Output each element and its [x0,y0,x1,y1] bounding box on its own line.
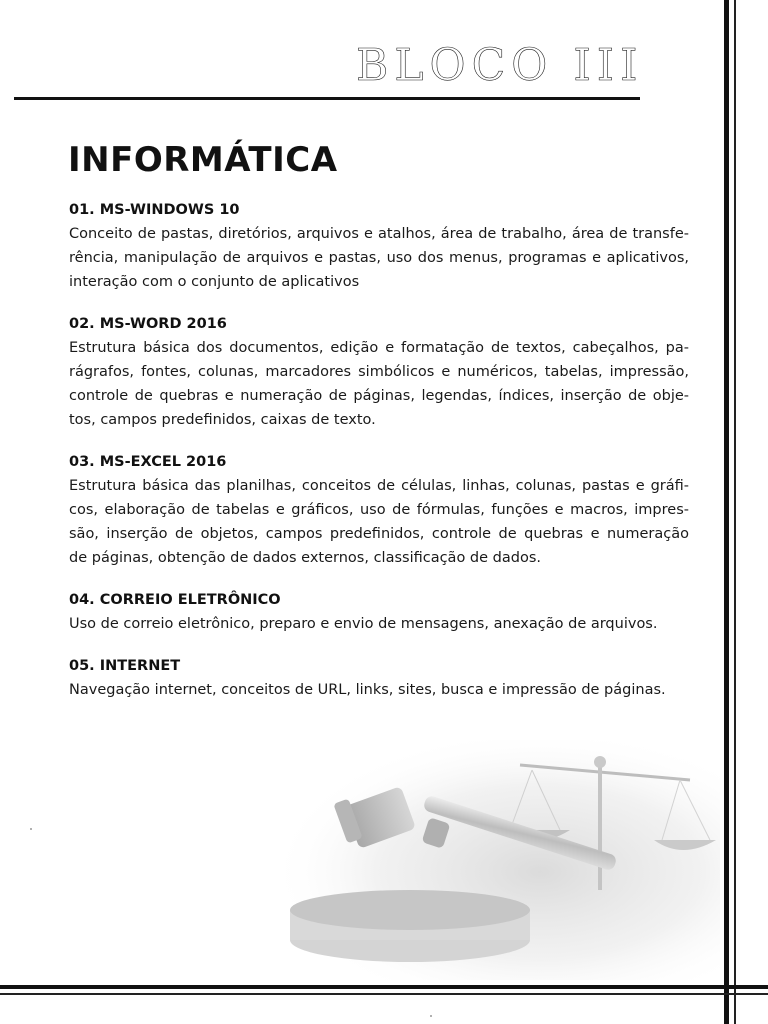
right-border-thin [734,0,736,1024]
section-body [69,612,689,636]
bottom-border-thick [0,985,768,989]
body-line: Navegação internet, conceitos de URL, links, sites, busca e impressão de páginas. [69,682,666,698]
body-line: Estrutura básica dos documentos, edição e formatação de textos, cabeçalhos, pa- [69,340,689,356]
body-line: de páginas, obtenção de dados externos, classificação de dados. [69,550,541,566]
bottom-border-thin [0,993,768,995]
body-line: rência, manipulação de arquivos e pastas, uso dos menus, programas e aplicativos, [69,250,689,266]
block-title: BLOCO III [356,40,644,91]
right-border-thick [724,0,729,1024]
section-word [69,312,689,432]
body-line: interação com o conjunto de aplicativos [69,274,360,290]
section-heading: 05. INTERNET [69,658,181,674]
section-heading: 02. MS-WORD 2016 [69,316,227,332]
section-heading: 01. MS-WINDOWS 10 [69,202,240,218]
body-line: Estrutura básica das planilhas, conceitos de células, linhas, colunas, pastas e gráfi- [69,478,689,494]
body-line: tos, campos predefinidos, caixas de texto. [69,412,376,428]
section-heading: 03. MS-EXCEL 2016 [69,454,227,470]
body-line: cos, elaboração de tabelas e gráficos, uso de fórmulas, funções e macros, impres- [69,502,689,518]
scan-speck [30,828,32,830]
body-line: Uso de correio eletrônico, preparo e envio de mensagens, anexação de arquivos. [69,616,658,632]
body-line: controle de quebras e numeração de páginas, legendas, índices, inserção de obje- [69,388,689,404]
section-internet [69,654,689,702]
section-email [69,588,689,636]
section-windows [69,198,689,294]
scan-speck [430,1015,432,1017]
body-line: rágrafos, fontes, colunas, marcadores simbólicos e numéricos, tabelas, impressão, [69,364,689,380]
header-rule [14,97,640,100]
section-body [69,678,689,702]
section-excel [69,450,689,570]
body-line: Conceito de pastas, diretórios, arquivos e atalhos, área de trabalho, área de transfe- [69,226,689,242]
section-heading: 04. CORREIO ELETRÔNICO [69,592,281,608]
gavel-and-scales-watermark-icon [270,740,720,980]
section-body [69,336,689,432]
page-title: INFORMÁTICA [68,140,338,180]
section-body [69,222,689,294]
section-body [69,474,689,570]
syllabus-sections [69,198,689,720]
body-line: são, inserção de objetos, campos predefinidos, controle de quebras e numeração [69,526,689,542]
